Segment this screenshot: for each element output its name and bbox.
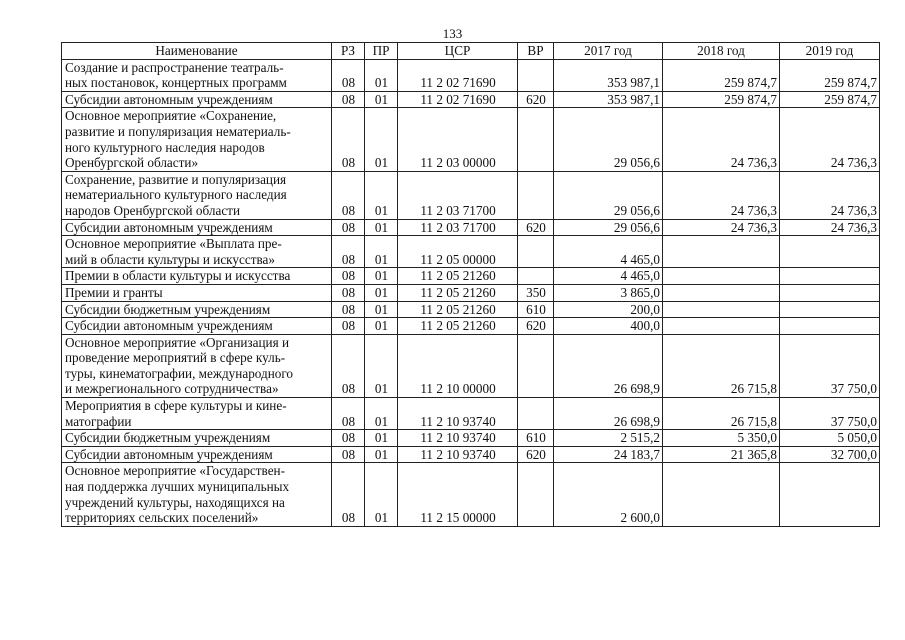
row-rz: 08: [332, 430, 365, 447]
row-rz: 08: [332, 171, 365, 219]
row-2018: 24 736,3: [663, 171, 780, 219]
table-row: [62, 284, 880, 301]
row-2019: 24 736,3: [780, 219, 880, 236]
row-2018: [663, 236, 780, 268]
row-pr: 01: [365, 463, 398, 526]
row-2017: 24 183,7: [554, 446, 663, 463]
row-2019: [780, 268, 880, 285]
row-2019: 259 874,7: [780, 91, 880, 108]
header-2019: 2019 год: [780, 43, 880, 60]
row-2018: 259 874,7: [663, 59, 780, 91]
row-rz: 08: [332, 446, 365, 463]
row-csr: 11 2 05 21260: [398, 301, 518, 318]
row-csr: 11 2 03 71700: [398, 219, 518, 236]
table-header-row: [62, 43, 880, 60]
row-pr: 01: [365, 301, 398, 318]
row-rz: 08: [332, 268, 365, 285]
row-name: Сохранение, развитие и популяризация нематериального культурного наследия народов Оренбургской области: [62, 171, 332, 219]
row-csr: 11 2 10 93740: [398, 398, 518, 430]
row-pr: 01: [365, 334, 398, 397]
row-pr: 01: [365, 430, 398, 447]
row-name: Основное мероприятие «Государствен- ная поддержка лучших муниципальных учреждений культуры, находящихся на территориях сельских поселений»: [62, 463, 332, 526]
row-name: Основное мероприятие «Выплата пре- мий в области культуры и искусства»: [62, 236, 332, 268]
row-csr: 11 2 15 00000: [398, 463, 518, 526]
row-2017: 3 865,0: [554, 284, 663, 301]
table-row: [62, 59, 880, 91]
row-rz: 08: [332, 284, 365, 301]
table-row: [62, 398, 880, 430]
table-row: [62, 334, 880, 397]
row-2017: 29 056,6: [554, 219, 663, 236]
row-2018: 26 715,8: [663, 398, 780, 430]
row-vr: 350: [518, 284, 554, 301]
table-row: [62, 91, 880, 108]
row-rz: 08: [332, 463, 365, 526]
row-csr: 11 2 03 71700: [398, 171, 518, 219]
row-csr: 11 2 05 21260: [398, 318, 518, 335]
row-vr: 620: [518, 446, 554, 463]
row-name: Субсидии бюджетным учреждениям: [62, 430, 332, 447]
row-2017: 353 987,1: [554, 91, 663, 108]
row-2018: 26 715,8: [663, 334, 780, 397]
row-name: Субсидии бюджетным учреждениям: [62, 301, 332, 318]
row-pr: 01: [365, 398, 398, 430]
row-2017: 26 698,9: [554, 398, 663, 430]
row-2019: 37 750,0: [780, 334, 880, 397]
header-2018: 2018 год: [663, 43, 780, 60]
header-pr: ПР: [365, 43, 398, 60]
row-2017: 29 056,6: [554, 108, 663, 171]
row-2019: 24 736,3: [780, 171, 880, 219]
row-2017: 2 600,0: [554, 463, 663, 526]
row-pr: 01: [365, 91, 398, 108]
row-2018: 259 874,7: [663, 91, 780, 108]
header-vr: ВР: [518, 43, 554, 60]
row-vr: [518, 268, 554, 285]
table-row: [62, 318, 880, 335]
table-row: [62, 301, 880, 318]
row-vr: [518, 236, 554, 268]
row-pr: 01: [365, 318, 398, 335]
table-row: [62, 219, 880, 236]
table-row: [62, 463, 880, 526]
row-pr: 01: [365, 219, 398, 236]
row-vr: 620: [518, 318, 554, 335]
row-vr: [518, 334, 554, 397]
table-row: [62, 236, 880, 268]
row-csr: 11 2 05 21260: [398, 284, 518, 301]
row-name: Субсидии автономным учреждениям: [62, 446, 332, 463]
row-csr: 11 2 02 71690: [398, 59, 518, 91]
row-vr: [518, 59, 554, 91]
row-pr: 01: [365, 171, 398, 219]
row-2019: [780, 318, 880, 335]
table-row: [62, 108, 880, 171]
row-2018: 24 736,3: [663, 108, 780, 171]
row-name: Премии в области культуры и искусства: [62, 268, 332, 285]
row-pr: 01: [365, 108, 398, 171]
row-2017: 4 465,0: [554, 236, 663, 268]
table-row: [62, 268, 880, 285]
row-rz: 08: [332, 398, 365, 430]
row-rz: 08: [332, 108, 365, 171]
row-pr: 01: [365, 236, 398, 268]
row-vr: 610: [518, 430, 554, 447]
row-name: Премии и гранты: [62, 284, 332, 301]
row-2019: 37 750,0: [780, 398, 880, 430]
page-number: 133: [442, 26, 463, 41]
row-csr: 11 2 10 00000: [398, 334, 518, 397]
row-rz: 08: [332, 219, 365, 236]
row-2019: 32 700,0: [780, 446, 880, 463]
row-name: Мероприятия в сфере культуры и кине- матографии: [62, 398, 332, 430]
header-csr: ЦСР: [398, 43, 518, 60]
row-2017: 200,0: [554, 301, 663, 318]
row-csr: 11 2 05 21260: [398, 268, 518, 285]
row-csr: 11 2 03 00000: [398, 108, 518, 171]
row-rz: 08: [332, 91, 365, 108]
row-vr: 620: [518, 91, 554, 108]
row-2017: 4 465,0: [554, 268, 663, 285]
row-pr: 01: [365, 59, 398, 91]
row-csr: 11 2 02 71690: [398, 91, 518, 108]
row-csr: 11 2 05 00000: [398, 236, 518, 268]
table-row: [62, 171, 880, 219]
row-csr: 11 2 10 93740: [398, 446, 518, 463]
row-2019: 5 050,0: [780, 430, 880, 447]
row-pr: 01: [365, 284, 398, 301]
row-2018: 5 350,0: [663, 430, 780, 447]
row-vr: 620: [518, 219, 554, 236]
row-2019: 24 736,3: [780, 108, 880, 171]
row-vr: [518, 171, 554, 219]
row-csr: 11 2 10 93740: [398, 430, 518, 447]
row-name: Основное мероприятие «Сохранение, развитие и популяризация нематериаль- ного культурного наследия народов Оренбургской области»: [62, 108, 332, 171]
row-rz: 08: [332, 301, 365, 318]
row-2017: 26 698,9: [554, 334, 663, 397]
row-name: Субсидии автономным учреждениям: [62, 219, 332, 236]
row-2019: [780, 463, 880, 526]
row-vr: [518, 108, 554, 171]
row-rz: 08: [332, 334, 365, 397]
row-2017: 2 515,2: [554, 430, 663, 447]
row-vr: [518, 398, 554, 430]
row-2018: [663, 463, 780, 526]
header-name: Наименование: [62, 43, 332, 60]
row-name: Создание и распространение театраль- ных постановок, концертных программ: [62, 59, 332, 91]
row-2019: [780, 301, 880, 318]
row-2018: [663, 318, 780, 335]
row-2018: [663, 268, 780, 285]
row-2019: [780, 236, 880, 268]
header-rz: РЗ: [332, 43, 365, 60]
row-2017: 400,0: [554, 318, 663, 335]
header-2017: 2017 год: [554, 43, 663, 60]
budget-table: [61, 42, 880, 527]
table-row: [62, 430, 880, 447]
row-2017: 353 987,1: [554, 59, 663, 91]
row-name: Субсидии автономным учреждениям: [62, 318, 332, 335]
row-2018: 21 365,8: [663, 446, 780, 463]
row-rz: 08: [332, 236, 365, 268]
row-2017: 29 056,6: [554, 171, 663, 219]
row-vr: [518, 463, 554, 526]
table-row: [62, 446, 880, 463]
row-pr: 01: [365, 446, 398, 463]
row-2019: 259 874,7: [780, 59, 880, 91]
row-2019: [780, 284, 880, 301]
row-2018: [663, 284, 780, 301]
row-2018: [663, 301, 780, 318]
row-rz: 08: [332, 59, 365, 91]
row-rz: 08: [332, 318, 365, 335]
row-2018: 24 736,3: [663, 219, 780, 236]
row-pr: 01: [365, 268, 398, 285]
row-name: Субсидии автономным учреждениям: [62, 91, 332, 108]
row-vr: 610: [518, 301, 554, 318]
row-name: Основное мероприятие «Организация и проведение мероприятий в сфере куль- туры, кинематографии, международного и межрегионального сотрудничества»: [62, 334, 332, 397]
